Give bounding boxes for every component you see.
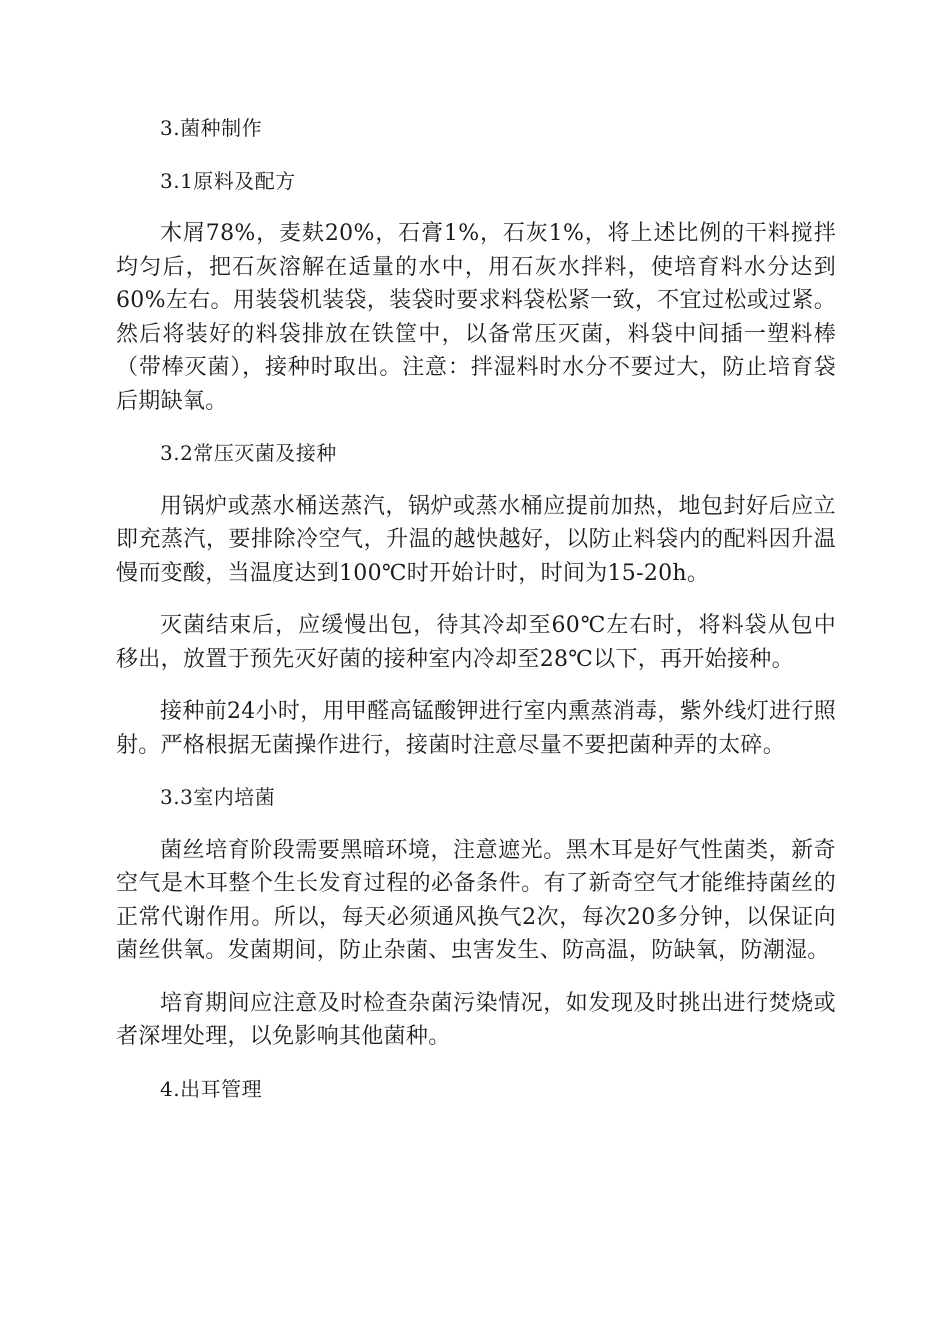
section-heading: 4.出耳管理 — [160, 1076, 263, 1101]
paragraph: 灭菌结束后，应缓慢出包，待其冷却至60℃左右时，将料袋从包中移出，放置于预先灭好菌的接种室内冷却至28℃以下，再开始接种。 — [116, 613, 836, 672]
document-page — [116, 112, 836, 1106]
paragraph: 菌丝培育阶段需要黑暗环境，注意遮光。黑木耳是好气性菌类，新奇空气是木耳整个生长发育过程的必备条件。有了新奇空气才能维持菌丝的正常代谢作用。所以，每天必须通风换气2次，每次20多分钟，以保证向菌丝供氧。发菌期间，防止杂菌、虫害发生、防高温，防缺氧，防潮湿。 — [116, 837, 836, 963]
paragraph: 用锅炉或蒸水桶送蒸汽，锅炉或蒸水桶应提前加热，地包封好后应立即充蒸汽，要排除冷空气，升温的越快越好，以防止料袋内的配料因升温慢而变酸，当温度达到100℃时开始计时，时间为15-20h。 — [116, 493, 836, 586]
subsection-heading: 3.1原料及配方 — [160, 168, 296, 193]
paragraph: 培育期间应注意及时检查杂菌污染情况，如发现及时挑出进行焚烧或者深埋处理，以免影响其他菌种。 — [116, 990, 836, 1049]
paragraph: 接种前24小时，用甲醛高锰酸钾进行室内熏蒸消毒，紫外线灯进行照射。严格根据无菌操作进行，接菌时注意尽量不要把菌种弄的太碎。 — [116, 699, 836, 758]
subsection-heading: 3.3室内培菌 — [160, 785, 276, 809]
subsection-heading: 3.2常压灭菌及接种 — [160, 441, 337, 465]
paragraph: 木屑78%，麦麸20%，石膏1%，石灰1%，将上述比例的干料搅拌均匀后，把石灰溶解在适量的水中，用石灰水拌料，使培育料水分达到60%左右。用装袋机装袋，装袋时要求料袋松紧一致，不宜过松或过紧。然后将装好的料袋排放在铁筐中，以备常压灭菌，料袋中间插一塑料棒（带棒灭菌），接种时取出。注意：拌湿料时水分不要过大，防止培育袋后期缺氧。 — [116, 221, 836, 414]
section-heading: 3.菌种制作 — [160, 116, 263, 140]
